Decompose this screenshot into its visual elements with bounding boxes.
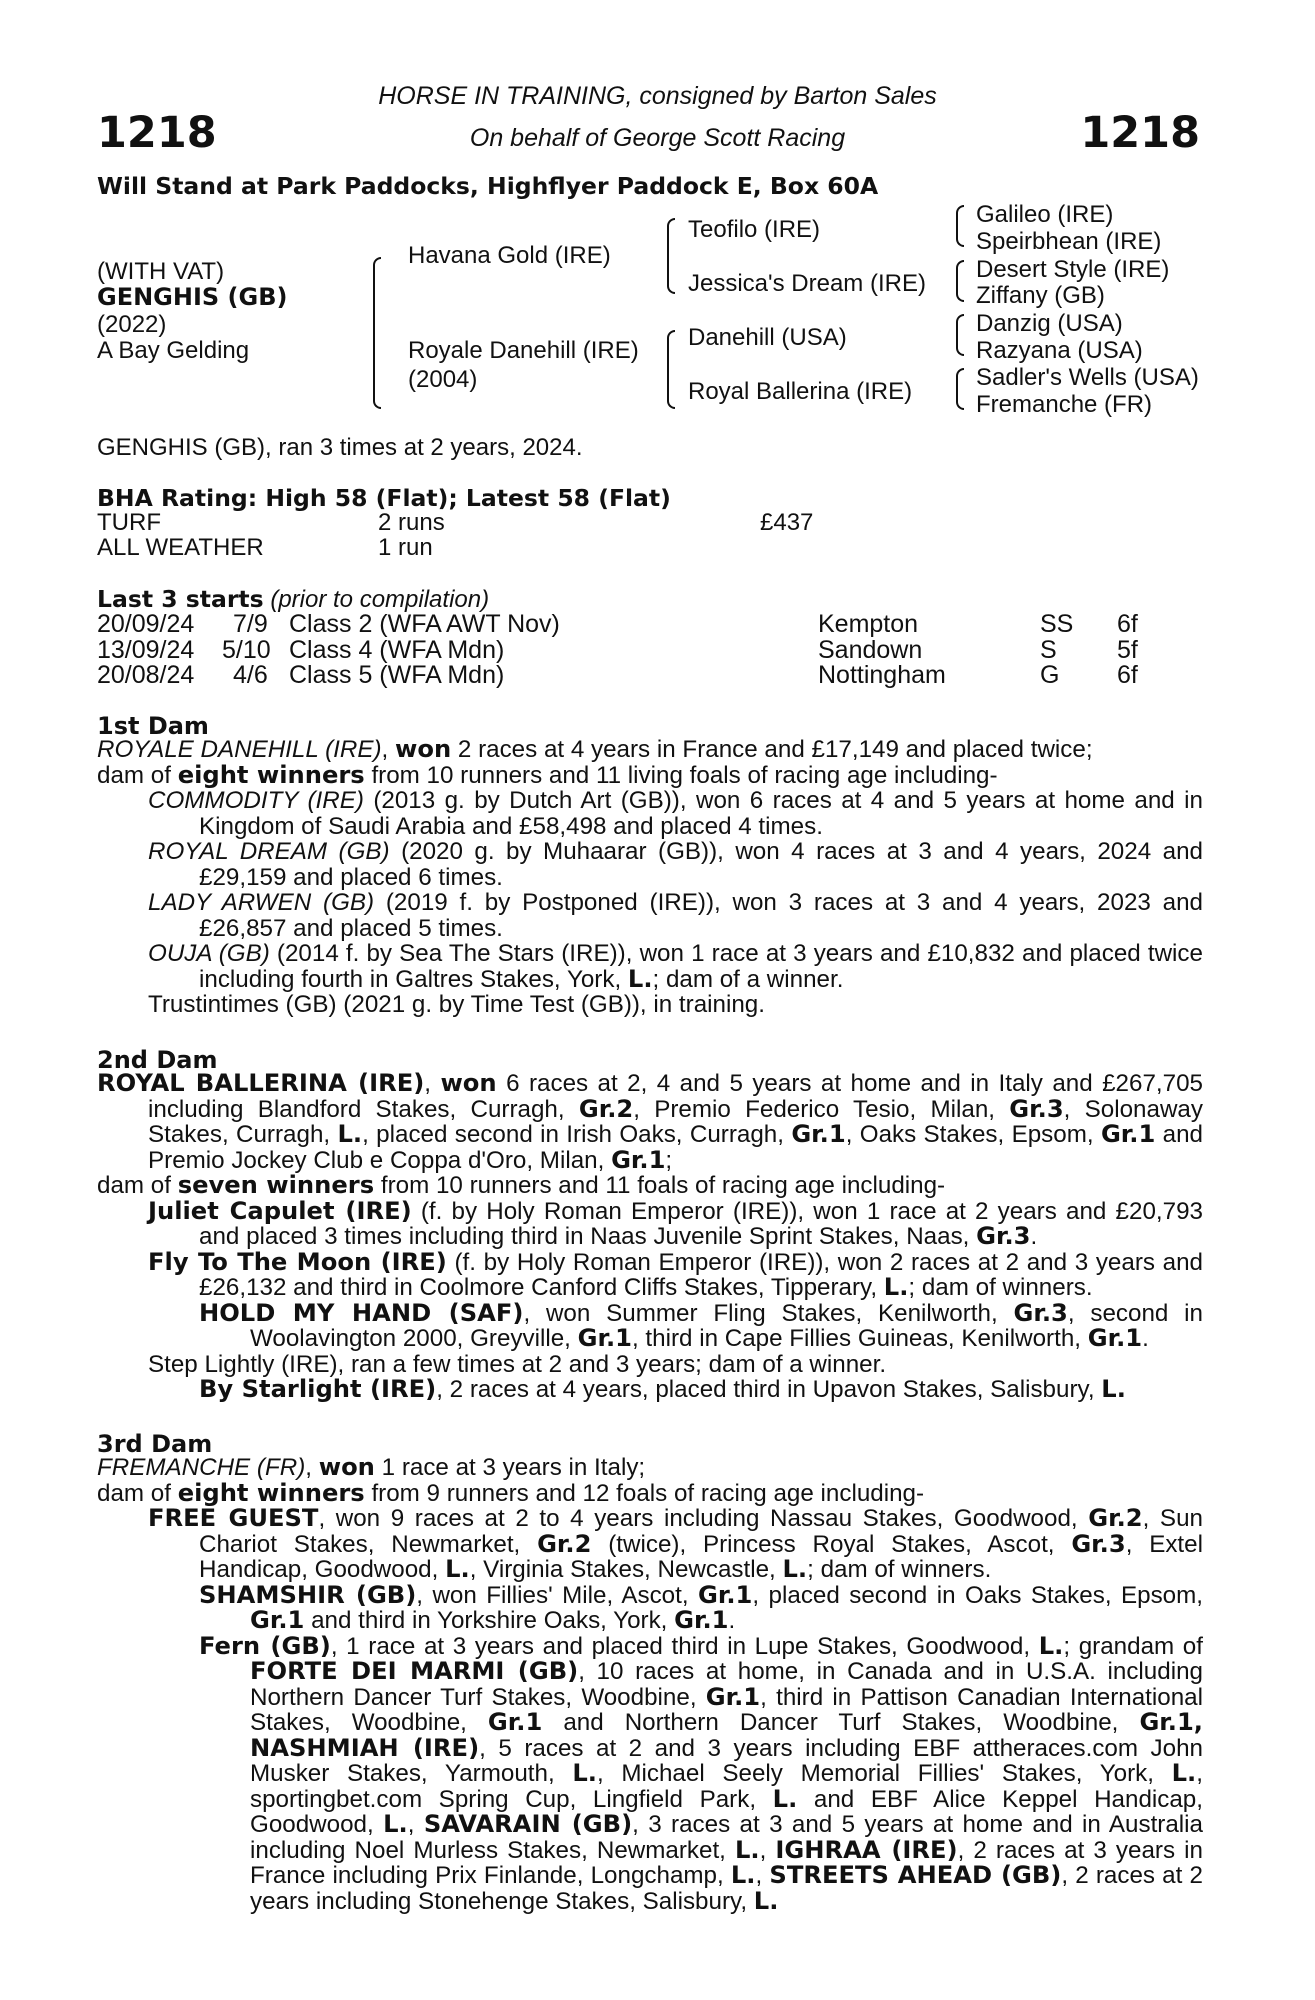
progeny-name: FORTE DEI MARMI (GB) (250, 1657, 579, 1685)
turf-prize: £437 (760, 509, 814, 536)
listed-marker: L. (772, 1784, 798, 1813)
progeny-name: Fern (GB) (199, 1631, 331, 1660)
list-item (148, 1506, 1203, 1583)
aw-label: ALL WEATHER (97, 534, 264, 561)
record-text: , placed second in Oaks Stakes, Epsom, (752, 1581, 1203, 1609)
second-dam-heading: 2nd Dam (97, 1046, 218, 1074)
pedigree-ssd: Speirbhean (IRE) (976, 228, 1162, 255)
grade-marker: Gr.1 (611, 1145, 666, 1174)
start-course: Sandown (818, 636, 923, 664)
listed-marker: L. (383, 1810, 408, 1838)
pedigree-dsd: Razyana (USA) (976, 337, 1143, 364)
lot-number-left: 1218 (97, 108, 217, 158)
pedigree-dam-year: (2004) (408, 366, 478, 393)
won-label: won (394, 735, 452, 763)
grade-marker: Gr.1 (487, 1708, 543, 1736)
grade-marker: Gr.1 (1100, 1120, 1156, 1148)
start-going: S (1040, 636, 1057, 664)
record-text: , 2 races at 3 years in France including Prix Finlande, Longchamp, (250, 1836, 1203, 1889)
list-item (199, 1631, 1204, 1915)
record-text: , 5 races at 2 and 3 years including EBF attheraces.com John Musker Stakes, Yarmouth, (250, 1734, 1204, 1787)
record-text: 6 races at 2, 4 and 5 years at home and in Italy and £267,705 including Blandford Stakes, Curragh, (148, 1070, 1203, 1123)
start-date: 20/09/24 (97, 610, 195, 638)
record-text: and third in Yorkshire Oaks, York, (311, 1607, 668, 1634)
grade-marker: Gr.1 (698, 1580, 753, 1609)
progeny-name: LADY ARWEN (GB) (148, 889, 375, 916)
record-text: , (407, 1811, 415, 1838)
record-text: , (755, 1862, 763, 1889)
produce-summary: from 10 runners and 11 foals of racing age including- (380, 1172, 946, 1199)
pedigree-dam-dam: Royal Ballerina (IRE) (688, 378, 913, 405)
record-text: , won Summer Fling Stakes, Kenilworth, (523, 1299, 998, 1327)
progeny-tail: ; dam of a winner. (652, 965, 844, 993)
listed-marker: L. (883, 1273, 909, 1301)
record-text: (twice), Princess Royal Stakes, Ascot, (608, 1530, 1055, 1558)
pedigree-sire-sire: Teofilo (IRE) (688, 216, 821, 243)
progeny-name: By Starlight (IRE) (199, 1375, 437, 1403)
horse-description: A Bay Gelding (97, 337, 250, 364)
turf-label: TURF (97, 509, 161, 536)
vat-note: (WITH VAT) (97, 258, 225, 285)
record-text: , (759, 1836, 767, 1864)
record-text: , third in Cape Fillies Guineas, Kenilworth, (631, 1325, 1082, 1352)
third-dam-produce (97, 1478, 1203, 1507)
start-race: Class 2 (WFA AWT Nov) (289, 610, 560, 638)
record-text: , 1 race at 3 years and placed third in Lupe Stakes, Goodwood, (330, 1632, 1031, 1660)
grade-marker: Gr.1 (577, 1324, 632, 1352)
grade-marker: Gr.1 (705, 1682, 761, 1711)
list-item (148, 941, 1203, 992)
grade-marker: Gr.2 (578, 1094, 634, 1123)
record-text: ; grandam of (1063, 1632, 1203, 1660)
start-race: Class 4 (WFA Mdn) (289, 636, 505, 664)
grade-marker: Gr.1 (250, 1606, 305, 1634)
starts-heading: Last 3 starts (97, 585, 264, 613)
progeny-name: Fly To The Moon (IRE) (148, 1247, 447, 1276)
progeny-name: SHAMSHIR (GB) (199, 1580, 417, 1609)
dam-of-label: dam of (97, 1479, 171, 1507)
progeny-name: FREE GUEST (148, 1504, 319, 1532)
record-text: , placed second in Irish Oaks, Curragh, (362, 1121, 784, 1148)
listed-marker: L. (730, 1861, 756, 1889)
list-item (148, 839, 1203, 890)
record-text: ; dam of winners. (807, 1556, 992, 1583)
progeny-name: ROYAL DREAM (GB) (148, 838, 390, 865)
winners-count: eight winners (177, 760, 365, 789)
start-position: 4/6 (233, 661, 268, 689)
pedigree-sdd: Ziffany (GB) (976, 282, 1105, 309)
pedigree-brace-2b (667, 330, 675, 409)
produce-summary: from 9 runners and 12 foals of racing age including- (371, 1479, 925, 1507)
third-dam-name: FREMANCHE (FR) (97, 1454, 306, 1481)
pedigree-dam: Royale Danehill (IRE) (408, 337, 639, 364)
listed-marker: L. (572, 1759, 597, 1787)
record-text: , Extel Handicap, Goodwood, (199, 1530, 1203, 1583)
grade-marker: Gr.1, NASHMIAH (IRE) (250, 1708, 1203, 1762)
grade-marker: Gr.1 (674, 1606, 729, 1634)
dam-of-label: dam of (97, 761, 171, 789)
progeny-record: (2013 g. by Dutch Art (GB)), won 6 races at 4 and 5 years at home and in Kingdom of Saudi Arabia and £58,498 and placed 4 times. (199, 787, 1203, 840)
second-dam-name: ROYAL BALLERINA (IRE) (97, 1069, 425, 1097)
start-course: Kempton (818, 610, 919, 638)
pedigree-brace-3d (956, 368, 964, 410)
record-text: , 3 races at 3 and 5 years at home and in Australia including Noel Murless Stakes, Newmarket, (250, 1811, 1203, 1864)
lot-number-right: 1218 (1080, 108, 1200, 158)
record-text: , Oaks Stakes, Epsom, (845, 1121, 1094, 1148)
record-text: (f. by Holy Roman Emperor (IRE)), won 2 races at 2 and 3 years and £26,132 and third in Coolmore Canford Cliffs Stakes, Tipperary, (199, 1248, 1203, 1301)
pedigree-brace-3b (956, 260, 964, 302)
record-text: , third in Pattison Canadian International Stakes, Woodbine, (250, 1683, 1203, 1736)
start-course: Nottingham (818, 661, 946, 689)
third-dam-heading: 3rd Dam (97, 1430, 213, 1458)
record-text: , won Fillies' Mile, Ascot, (416, 1581, 689, 1609)
pedigree-brace-1 (373, 257, 381, 409)
listed-marker: L. (753, 1886, 779, 1915)
grade-marker: Gr.3 (1013, 1298, 1068, 1327)
start-going: G (1040, 661, 1060, 689)
won-label: won (440, 1069, 497, 1097)
grade-marker: Gr.2 (537, 1529, 592, 1558)
record-text: , 2 races at 4 years, placed third in Upavon Stakes, Salisbury, (436, 1376, 1095, 1403)
record-text: . (728, 1607, 736, 1634)
start-distance: 6f (1117, 661, 1138, 689)
record-text: . (1142, 1325, 1149, 1352)
record-text: and Premio Jockey Club e Coppa d'Oro, Milan, (148, 1121, 1204, 1174)
listed-marker: L. (445, 1555, 470, 1583)
start-race: Class 5 (WFA Mdn) (289, 661, 505, 689)
record-text: , 2 races at 2 years including Stonehenge Stakes, Salisbury, (250, 1862, 1203, 1915)
pedigree-dss: Danzig (USA) (976, 310, 1123, 337)
turf-runs: 2 runs (378, 509, 445, 536)
race-summary: GENGHIS (GB), ran 3 times at 2 years, 2024. (97, 434, 583, 461)
list-item (148, 1352, 1203, 1378)
pedigree-ddd: Fremanche (FR) (976, 391, 1153, 418)
winners-count: eight winners (177, 1478, 365, 1507)
progeny-record: (2014 f. by Sea The Stars (IRE)), won 1 race at 3 years and £10,832 and placed twice including fourth in Galtres Stakes, York, (199, 940, 1203, 993)
record-text: , second in Woolavington 2000, Greyville, (250, 1299, 1203, 1352)
grade-marker: Gr.2 (1088, 1504, 1143, 1532)
record-text: 1 race at 3 years in Italy; (381, 1454, 646, 1481)
record-text: , Michael Seely Memorial Fillies' Stakes, York, (596, 1760, 1154, 1787)
pedigree-sire: Havana Gold (IRE) (408, 242, 611, 269)
second-dam-intro: ROYAL BALLERINA (IRE), won 6 races at 2, 4 and 5 years at home and in Italy and £267,705 including Blandford Stakes, Curragh, Gr.2, Premio Federico Tesio, Milan, Gr.3, Solonaway Stakes, Curragh, L., placed second in Irish Oaks, Curragh, Gr.1, Oaks Stakes, Epsom, Gr.1 and Premio Jockey Club e Coppa d'Oro, Milan, Gr.1; (97, 1069, 1204, 1174)
start-date: 20/08/24 (97, 661, 195, 689)
start-distance: 6f (1117, 610, 1138, 638)
record-text: , Solonaway Stakes, Curragh, (148, 1095, 1203, 1148)
progeny-record: (2019 f. by Postponed (IRE)), won 3 races at 3 and 4 years, 2023 and £26,857 and placed 5 times. (199, 889, 1203, 942)
start-position: 7/9 (233, 610, 268, 638)
listed-marker: L. (1038, 1631, 1064, 1660)
list-item (148, 890, 1203, 941)
list-item (199, 1580, 1203, 1634)
first-dam-name: ROYALE DANEHILL (IRE) (97, 736, 382, 763)
listed-marker: L. (782, 1555, 808, 1583)
horse-year: (2022) (97, 311, 167, 338)
record-text: ; (665, 1146, 673, 1174)
list-item (148, 1247, 1203, 1301)
record-text: Step Lightly (IRE), ran a few times at 2 and 3 years; dam of a winner. (148, 1350, 887, 1378)
record-text: ; dam of winners. (908, 1274, 1093, 1301)
record-text: (f. by Holy Roman Emperor (IRE)), won 1 race at 2 years and £20,793 and placed 3 times including third in Naas Juvenile Sprint Stakes, Naas, (199, 1197, 1203, 1250)
list-item (148, 788, 1203, 839)
grade-marker: Gr.1 (1087, 1324, 1143, 1352)
start-going: SS (1040, 610, 1074, 638)
pedigree-brace-3a (956, 205, 964, 247)
dam-of-label: dam of (97, 1172, 171, 1199)
grade-marker: Gr.1 (791, 1120, 846, 1148)
start-date: 13/09/24 (97, 636, 195, 664)
pedigree-dds: Sadler's Wells (USA) (976, 364, 1199, 391)
progeny-record: Trustintimes (GB) (2021 g. by Time Test (GB)), in training. (148, 991, 765, 1018)
second-dam-produce (97, 1173, 1203, 1199)
first-dam-section (97, 737, 1203, 1018)
progeny-name: OUJA (GB) (148, 940, 270, 967)
grade-marker: Gr.3 (1071, 1529, 1126, 1558)
record-text: , Virginia Stakes, Newcastle, (469, 1556, 776, 1583)
listed-marker: L. (337, 1120, 363, 1148)
start-distance: 5f (1117, 636, 1138, 664)
second-dam-section (97, 1071, 1203, 1403)
third-dam-section (97, 1455, 1203, 1914)
start-position: 5/10 (222, 636, 271, 664)
record-text: , 10 races at home, in Canada and in U.S.A. including Northern Dancer Turf Stakes, Woodbine, (250, 1658, 1203, 1711)
progeny-name: COMMODITY (IRE) (148, 787, 364, 814)
won-label: won (318, 1453, 375, 1481)
record-text: , won 9 races at 2 to 4 years including Nassau Stakes, Goodwood, (318, 1505, 1078, 1532)
progeny-record: (2020 g. by Muhaarar (GB)), won 4 races at 3 and 4 years, 2024 and £29,159 and placed 6 times. (199, 838, 1203, 891)
progeny-name: HOLD MY HAND (SAF) (199, 1298, 524, 1327)
record-text: and Northern Dancer Turf Stakes, Woodbine, (563, 1709, 1119, 1736)
record-text: , Premio Federico Tesio, Milan, (633, 1095, 996, 1123)
record-text: , sportingbet.com Spring Cup, Lingfield Park, (250, 1760, 1203, 1813)
winners-count: seven winners (177, 1171, 375, 1199)
record-text: , Sun Chariot Stakes, Newmarket, (199, 1505, 1203, 1558)
first-dam-record: 2 races at 4 years in France and £17,149 and placed twice; (457, 736, 1093, 763)
listed-marker: L. (627, 964, 653, 993)
first-dam-produce (97, 760, 1203, 789)
produce-summary: from 10 runners and 11 living foals of racing age including- (371, 761, 998, 789)
pedigree-brace-3c (956, 314, 964, 356)
aw-runs: 1 run (378, 534, 433, 561)
listed-marker: L. (734, 1835, 760, 1864)
consignor-line: HORSE IN TRAINING, consigned by Barton Sales (378, 82, 937, 110)
listed-marker: L. (1101, 1375, 1126, 1403)
progeny-name: SAVARAIN (GB) (423, 1810, 633, 1838)
pedigree-sss: Galileo (IRE) (976, 201, 1114, 228)
starts-note: (prior to compilation) (270, 586, 490, 613)
list-item (148, 1196, 1203, 1250)
record-text: and EBF Alice Keppel Handicap, Goodwood, (250, 1785, 1203, 1838)
list-item (148, 992, 1203, 1018)
progeny-name: STREETS AHEAD (GB) (769, 1861, 1062, 1889)
third-dam-intro: FREMANCHE (FR), won 1 race at 3 years in Italy; (97, 1453, 646, 1481)
pedigree-dam-sire: Danehill (USA) (688, 324, 847, 351)
horse-name: GENGHIS (GB) (97, 283, 288, 311)
list-item (199, 1377, 1203, 1403)
on-behalf-line: On behalf of George Scott Racing (469, 124, 846, 152)
progeny-name: Juliet Capulet (IRE) (148, 1196, 412, 1225)
grade-marker: Gr.3 (976, 1222, 1031, 1250)
location-line: Will Stand at Park Paddocks, Highflyer Paddock E, Box 60A (97, 172, 879, 200)
progeny-name: IGHRAA (IRE) (775, 1835, 958, 1864)
first-dam-heading: 1st Dam (97, 712, 209, 740)
grade-marker: Gr.3 (1009, 1094, 1064, 1123)
first-dam-intro: ROYALE DANEHILL (IRE), won 2 races at 4 years in France and £17,149 and placed twice; (97, 735, 1093, 763)
bha-rating: BHA Rating: High 58 (Flat); Latest 58 (Flat) (97, 484, 671, 512)
pedigree-sire-dam: Jessica's Dream (IRE) (688, 270, 926, 297)
listed-marker: L. (1171, 1759, 1197, 1787)
pedigree-brace-2a (667, 218, 675, 294)
record-text: . (1030, 1223, 1038, 1250)
pedigree-sds: Desert Style (IRE) (976, 256, 1170, 283)
list-item (199, 1298, 1203, 1352)
